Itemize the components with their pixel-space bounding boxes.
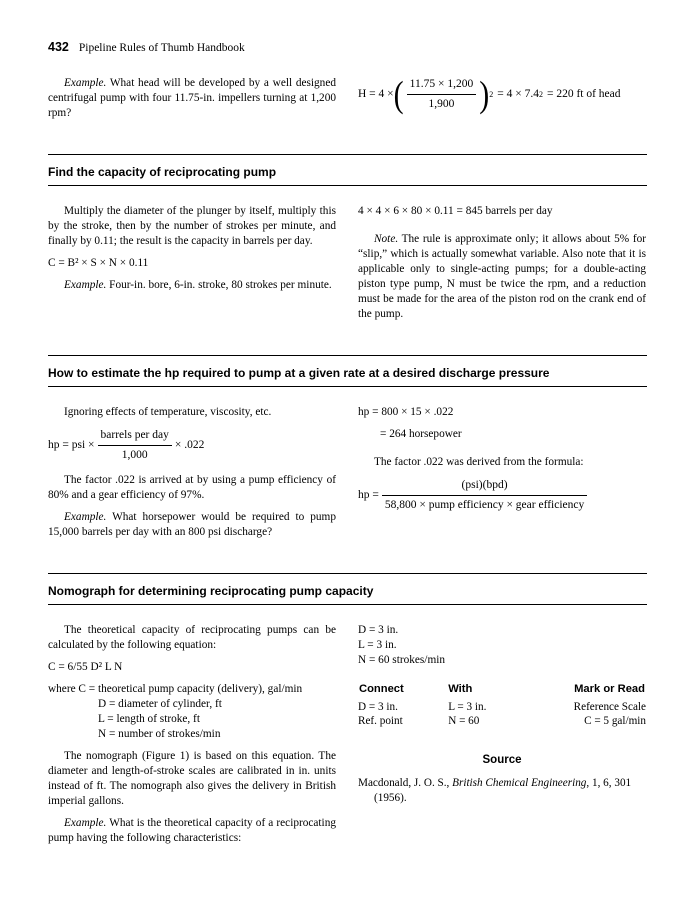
section3-example (48, 816, 336, 846)
nomograph-formula: C = 6/55 D² L N (48, 660, 123, 673)
top-right-column (358, 73, 646, 128)
reference-tail: , 1, 6, 301 (1956). (374, 776, 632, 804)
head-equation (358, 73, 646, 115)
fraction-numerator: 11.75 × 1,200 (407, 76, 477, 95)
table-row (358, 700, 646, 714)
section-body-hp-required (48, 405, 647, 547)
cell-with: N = 60 (448, 714, 480, 727)
equation-mid: = 4 × 7.4 (497, 88, 539, 101)
left-paren: ( (393, 73, 404, 115)
hp-calc-line1: hp = 800 × 15 × .022 (358, 406, 454, 419)
hp-formula (48, 427, 336, 465)
section1-left-column (48, 204, 336, 329)
connect-with-read-table (358, 682, 646, 728)
section-heading-hp-required (48, 355, 647, 387)
formula-rhs: × .022 (174, 439, 205, 452)
capacity-formula: C = B² × S × N × 0.11 (48, 257, 149, 270)
section3-right-column (358, 623, 646, 853)
example-text: Four-in. bore, 6-in. stroke, 80 strokes per minute. (106, 279, 332, 292)
column-header-connect: Connect (359, 682, 404, 695)
cell-with: L = 3 in. (448, 700, 487, 713)
formula-lhs: hp = psi × (48, 439, 95, 452)
page-header (48, 40, 647, 54)
fraction-numerator: (psi)(bpd) (382, 477, 587, 496)
table-header-row (358, 682, 646, 700)
source-heading: Source (482, 753, 522, 766)
page-number: 432 (48, 40, 69, 54)
table-row (358, 714, 646, 728)
section1-note (358, 232, 646, 322)
example-text: What head will be developed by a well designed centrifugal pump with four 11.75-in. impellers turning at 1,200 rpm? (48, 77, 336, 120)
reference-entry (358, 776, 646, 806)
given-value: L = 3 in. (358, 638, 397, 651)
section1-example (48, 278, 336, 293)
hp-derivation-formula (358, 477, 646, 515)
running-head: Pipeline Rules of Thumb Handbook (78, 42, 245, 54)
fraction-denominator: 1,900 (428, 98, 455, 111)
reference-author: Macdonald, J. O. S., (358, 776, 453, 789)
section-heading-nomograph (48, 573, 647, 605)
section2-right-column (358, 405, 646, 547)
section-body-find-capacity (48, 204, 647, 329)
table-head (358, 682, 646, 700)
section-heading-find-capacity (48, 154, 647, 186)
section-body-nomograph (48, 623, 647, 853)
paragraph: The factor .022 is arrived at by using a pump efficiency of 80% and a gear efficiency of 97%. (48, 473, 336, 501)
paragraph: The nomograph (Figure 1) is based on this equation. The diameter and length-of-stroke scales are calibrated in in. units instead of ft. The nomograph also gives the delivery in British imperial gallons. (48, 749, 336, 807)
cell-mark-or-read: C = 5 gal/min (584, 714, 646, 727)
example-text: What horsepower would be required to pump 15,000 barrels per day with an 800 psi discharge? (48, 510, 336, 538)
section-title: How to estimate the hp required to pump at a given rate at a desired discharge pressure (48, 366, 550, 381)
note-text: The rule is approximate only; it allows about 5% for “slip,” which is actually somewhat variable. Also note that it is applicable only to single-acting pumps; for a double-acting piston type pump, N must be twice the rpm, and a reduction must be made for the area of the piston rod on the crank end of the pump. (358, 233, 646, 321)
section2-left-column (48, 405, 336, 547)
where-item: N = number of strokes/min (98, 727, 221, 740)
cell-connect: Ref. point (358, 714, 403, 727)
equation-mid-exponent: 2 (538, 89, 543, 99)
equation-lhs: H = 4 × (358, 88, 394, 101)
hp-calc-line2: = 264 horsepower (380, 428, 462, 441)
section-title: Nomograph for determining reciprocating pump capacity (48, 583, 374, 598)
fraction-numerator: barrels per day (98, 427, 172, 446)
table-body (358, 700, 646, 728)
paragraph: The factor .022 was derived from the formula: (374, 456, 584, 469)
note-label: Note. (374, 233, 399, 246)
example-label: Example. (64, 77, 107, 89)
given-value: D = 3 in. (358, 623, 399, 636)
section3-left-column (48, 623, 336, 853)
capacity-calculation: 4 × 4 × 6 × 80 × 0.11 = 845 barrels per day (358, 205, 553, 218)
formula-fraction (98, 427, 172, 465)
example-label: Example. (64, 279, 107, 292)
formula-lhs: hp = (358, 489, 379, 502)
fraction-denominator: 58,800 × pump efficiency × gear efficiency (384, 499, 585, 512)
column-header-with: With (448, 682, 473, 695)
cell-mark-or-read: Reference Scale (573, 700, 646, 713)
where-items (48, 697, 336, 742)
section2-example (48, 510, 336, 540)
top-block (48, 73, 647, 128)
column-header-mark-or-read: Mark or Read (574, 682, 645, 695)
paragraph: The theoretical capacity of reciprocating pumps can be calculated by the following equation: (48, 623, 336, 651)
equation-fraction (407, 76, 477, 114)
right-paren: ) (479, 73, 490, 115)
equation-rhs: = 220 ft of head (546, 88, 621, 101)
cell-connect: D = 3 in. (358, 700, 398, 713)
top-example-paragraph (48, 76, 336, 121)
given-value: N = 60 strokes/min (358, 653, 446, 666)
fraction-denominator: 1,000 (121, 449, 148, 462)
where-label: where C = theoretical pump capacity (delivery), gal/min (48, 682, 303, 695)
formula-fraction (382, 477, 587, 515)
top-left-column (48, 76, 336, 128)
example-label: Example. (64, 816, 107, 829)
where-item: L = length of stroke, ft (98, 712, 200, 725)
given-values (358, 623, 646, 668)
where-item: D = diameter of cylinder, ft (98, 697, 222, 710)
reference-journal: British Chemical Engineering (452, 776, 587, 789)
section-title: Find the capacity of reciprocating pump (48, 165, 277, 180)
equation-exponent: 2 (489, 89, 494, 99)
paragraph: Ignoring effects of temperature, viscosity, etc. (64, 406, 272, 419)
example-label: Example. (64, 510, 107, 523)
paragraph: Multiply the diameter of the plunger by itself, multiply this by the stroke, then by the number of strokes per minute, and finally by 0.11; the result is the capacity in barrels per day. (48, 205, 336, 248)
section1-right-column (358, 204, 646, 329)
example-text: What is the theoretical capacity of a reciprocating pump having the following characteristics: (48, 816, 336, 844)
